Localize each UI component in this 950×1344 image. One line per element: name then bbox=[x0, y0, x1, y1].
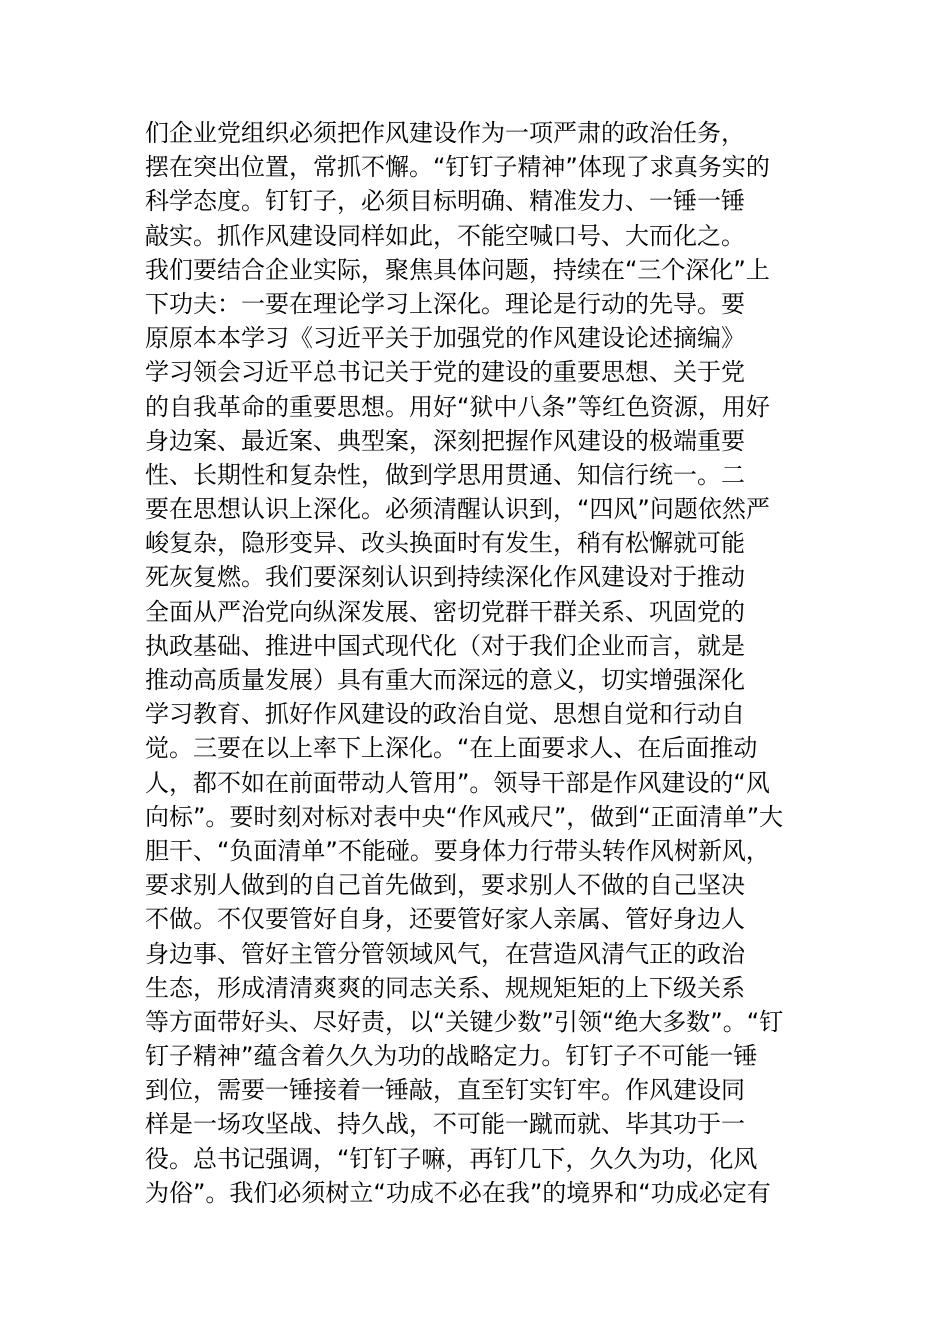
text-line: 执政基础、推进中国式现代化（对于我们企业而言，就是 bbox=[145, 631, 745, 660]
text-line: 原原本本学习《习近平关于加强党的作风建设论述摘编》 bbox=[145, 324, 745, 353]
text-line: 科学态度。钉钉子，必须目标明确、精准发力、一锤一锤 bbox=[145, 187, 745, 216]
text-line: 要求别人做到的自己首先做到，要求别人不做的自己坚决 bbox=[145, 871, 745, 900]
text-line: 死灰复燃。我们要深刻认识到持续深化作风建设对于推动 bbox=[145, 563, 745, 592]
text-line: 的自我革命的重要思想。用好“狱中八条”等红色资源，用好 bbox=[145, 392, 770, 421]
text-line: 不做。不仅要管好自身，还要管好家人亲属、管好身边人 bbox=[145, 905, 745, 934]
text-line: 峻复杂，隐形变异、改头换面时有发生，稍有松懈就可能 bbox=[145, 529, 745, 558]
text-line: 下功夫：一要在理论学习上深化。理论是行动的先导。要 bbox=[145, 289, 745, 318]
body-paragraph bbox=[145, 116, 815, 1210]
text-line: 要在思想认识上深化。必须清醒认识到，“四风”问题依然严 bbox=[145, 495, 770, 524]
text-line: 觉。三要在以上率下上深化。“在上面要求人、在后面推动 bbox=[145, 734, 758, 763]
text-line: 全面从严治党向纵深发展、密切党群干群关系、巩固党的 bbox=[145, 597, 745, 626]
text-line: 学习领会习近平总书记关于党的建设的重要思想、关于党 bbox=[145, 358, 745, 387]
text-line: 身边案、最近案、典型案，深刻把握作风建设的极端重要 bbox=[145, 426, 745, 455]
text-line: 性、长期性和复杂性，做到学思用贯通、知信行统一。二 bbox=[145, 460, 745, 489]
text-line: 人，都不如在前面带动人管用”。领导干部是作风建设的“风 bbox=[145, 768, 770, 797]
text-line: 胆干、“负面清单”不能碰。要身体力行带头转作风树新风， bbox=[145, 836, 770, 865]
text-line: 敲实。抓作风建设同样如此，不能空喊口号、大而化之。 bbox=[145, 221, 745, 250]
text-line: 摆在突出位置，常抓不懈。“钉钉子精神”体现了求真务实的 bbox=[145, 153, 770, 182]
text-line: 为俗”。我们必须树立“功成不必在我”的境界和“功成必定有 bbox=[145, 1178, 771, 1207]
text-line: 推动高质量发展）具有重大而深远的意义，切实增强深化 bbox=[145, 666, 745, 694]
text-line: 役。总书记强调，“钉钉子嘛，再钉几下，久久为功，化风 bbox=[145, 1144, 758, 1173]
text-line: 生态，形成清清爽爽的同志关系、规规矩矩的上下级关系 bbox=[145, 973, 745, 1002]
text-line: 们企业党组织必须把作风建设作为一项严肃的政治任务， bbox=[145, 119, 745, 147]
text-line: 等方面带好头、尽好责，以“关键少数”引领“绝大多数”。“钉 bbox=[145, 1007, 784, 1036]
text-line: 向标”。要时刻对标对表中央“作风戒尺”，做到“正面清单”大 bbox=[145, 802, 784, 831]
text-line: 钉子精神”蕴含着久久为功的战略定力。钉钉子不可能一锤 bbox=[145, 1042, 758, 1071]
text-line: 我们要结合企业实际，聚焦具体问题，持续在“三个深化”上 bbox=[145, 255, 770, 284]
text-line: 身边事、管好主管分管领域风气，在营造风清气正的政治 bbox=[145, 939, 745, 968]
text-line: 样是一场攻坚战、持久战，不可能一蹴而就、毕其功于一 bbox=[145, 1110, 745, 1139]
text-line: 到位，需要一锤接着一锤敲，直至钉实钉牢。作风建设同 bbox=[145, 1076, 745, 1105]
text-line: 学习教育、抓好作风建设的政治自觉、思想自觉和行动自 bbox=[145, 700, 745, 729]
